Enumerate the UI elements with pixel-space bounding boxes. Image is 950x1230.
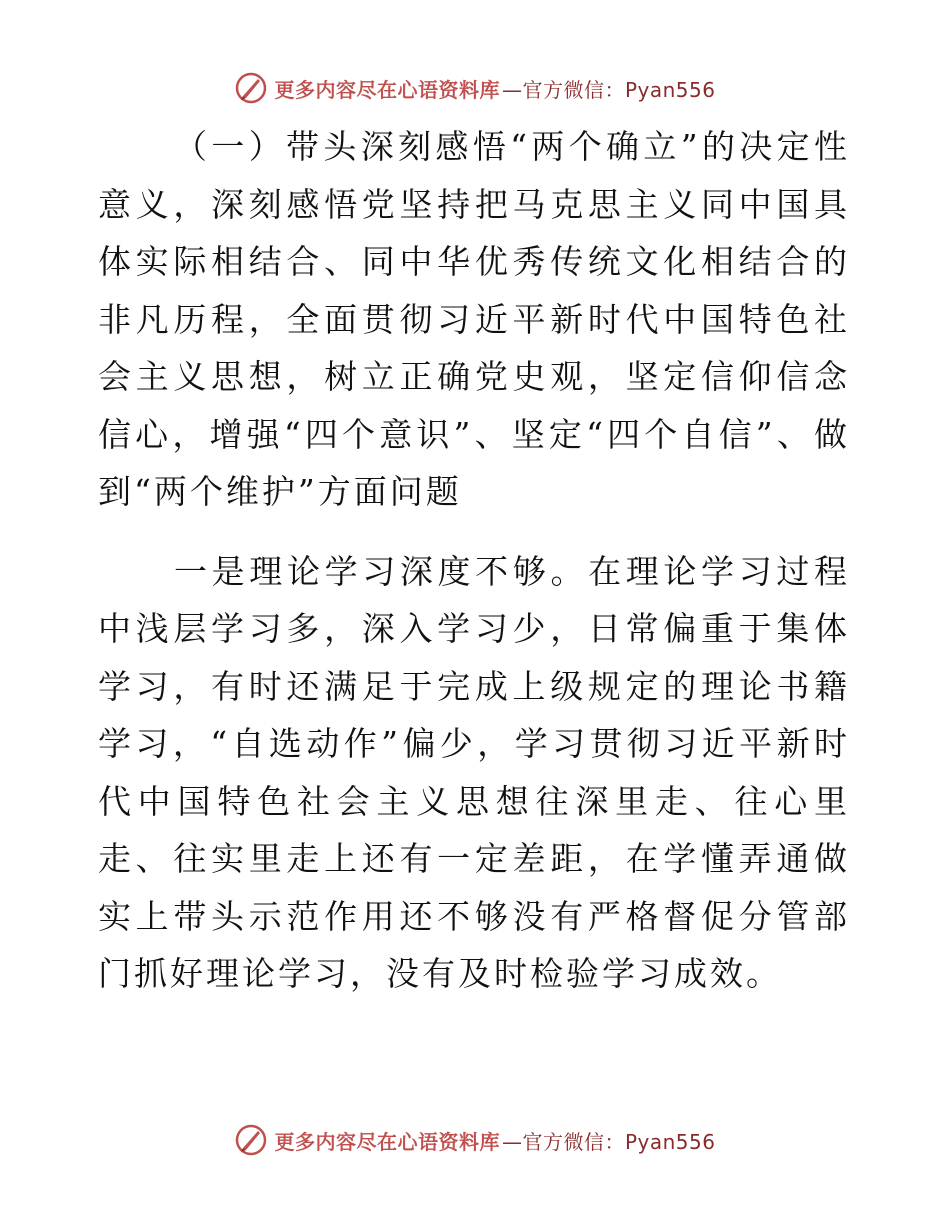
document-body [98,118,850,1003]
watermark-text [274,74,715,103]
watermark-brand: 更多内容尽在心语资料库 [274,77,500,102]
footer-watermark [0,1120,950,1160]
watermark-brand: 更多内容尽在心语资料库 [274,1129,500,1154]
quill-circle-icon [234,71,268,105]
header-watermark [0,68,950,108]
watermark-contact: —官方微信：Pyan556 [501,1129,716,1154]
watermark-contact: —官方微信：Pyan556 [501,77,716,102]
quill-circle-icon [234,1123,268,1157]
body-paragraph: 一是理论学习深度不够。在理论学习过程中浅层学习多，深入学习少，日常偏重于集体学习，有时还满足于完成上级规定的理论书籍学习，“自选动作”偏少，学习贯彻习近平新时代中国特色社会主义思想往深里走、往心里走、往实里走上还有一定差距，在学懂弄通做实上带头示范作用还不够没有严格督促分管部门抓好理论学习，没有及时检验学习成效。 [98,551,850,993]
section-heading-paragraph: （一）带头深刻感悟“两个确立”的决定性意义，深刻感悟党坚持把马克思主义同中国具体实际相结合、同中华优秀传统文化相结合的非凡历程，全面贯彻习近平新时代中国特色社会主义思想，树立正确党史观，坚定信仰信念信心，增强“四个意识”、坚定“四个自信”、做到“两个维护”方面问题 [98,127,850,511]
watermark-text [274,1126,715,1155]
